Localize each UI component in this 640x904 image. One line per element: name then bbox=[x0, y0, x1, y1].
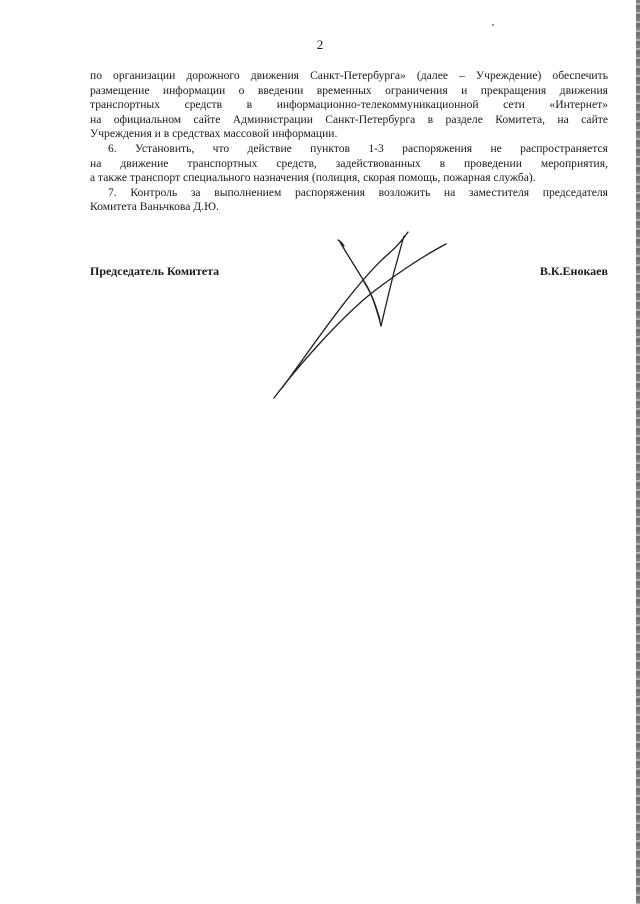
paragraph-item-7 bbox=[90, 186, 608, 215]
scan-speck bbox=[492, 24, 494, 26]
signatory-name: В.К.Енокаев bbox=[539, 264, 608, 278]
text-line: Комитета Ваньчкова Д.Ю. bbox=[90, 200, 219, 214]
text-line: размещение информации о введении временных ограничения и прекращения движения bbox=[90, 83, 608, 97]
text-line: 6. Установить, что действие пунктов 1-3 распоряжения не распространяется bbox=[108, 141, 608, 155]
paragraph-continuation bbox=[90, 69, 608, 142]
text-line: а также транспорт специального назначения (полиция, скорая помощь, пожарная служба). bbox=[90, 171, 536, 185]
text-line: на движение транспортных средств, задействованных в проведении мероприятия, bbox=[90, 156, 608, 170]
scan-edge-mark bbox=[636, 0, 640, 904]
document-body bbox=[90, 69, 608, 215]
text-line: транспортных средств в информационно-телекоммуникационной сети «Интернет» bbox=[90, 98, 608, 112]
page-number: 2 bbox=[316, 37, 324, 52]
text-line: 7. Контроль за выполнением распоряжения возложить на заместителя председателя bbox=[108, 185, 608, 199]
text-line: на официальном сайте Администрации Санкт-Петербурга в разделе Комитета, на сайте bbox=[90, 112, 608, 126]
handwritten-signature bbox=[268, 226, 458, 406]
paragraph-item-6 bbox=[90, 142, 608, 186]
signatory-title: Председатель Комитета bbox=[90, 264, 220, 278]
text-line: по организации дорожного движения Санкт-Петербурга» (далее – Учреждение) обеспечить bbox=[90, 69, 608, 82]
text-line: Учреждения и в средствах массовой информации. bbox=[90, 127, 338, 141]
